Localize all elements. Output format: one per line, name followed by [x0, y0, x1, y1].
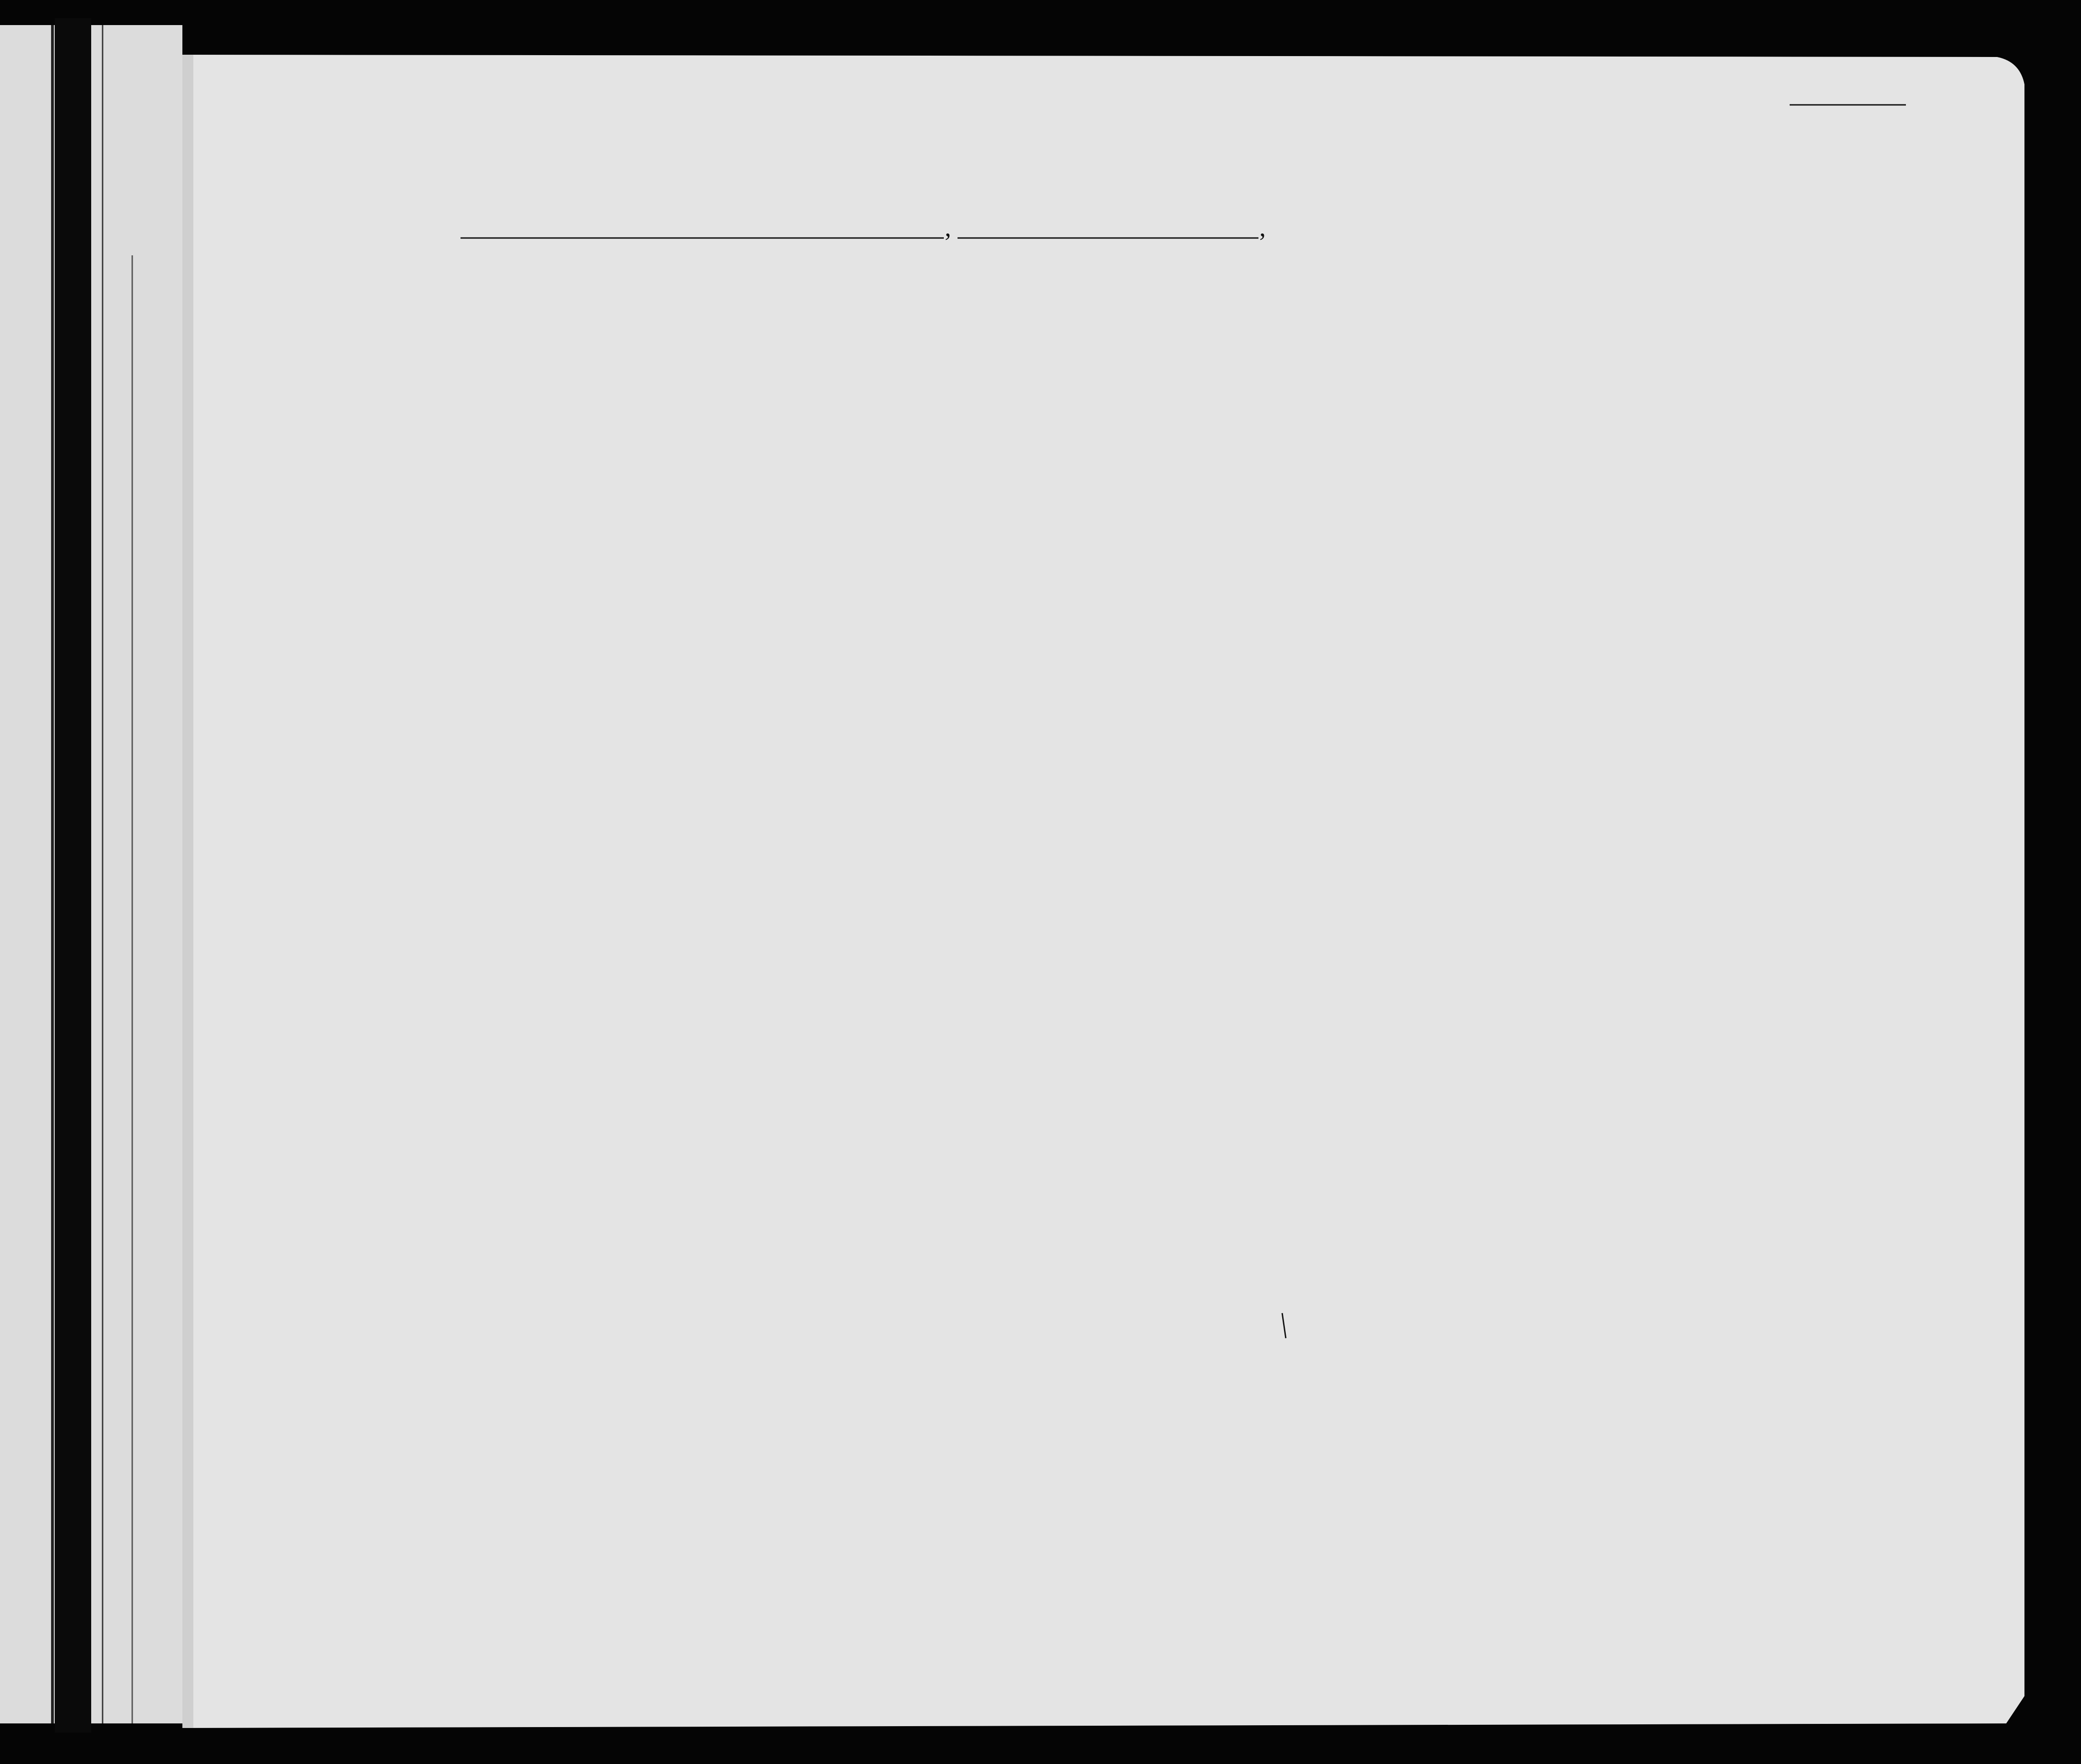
- main-sheet: [182, 55, 2024, 1728]
- left-sheet-fragment: [0, 18, 182, 1733]
- comma-1: ,: [945, 214, 951, 242]
- comma-2: ,: [1259, 214, 1266, 242]
